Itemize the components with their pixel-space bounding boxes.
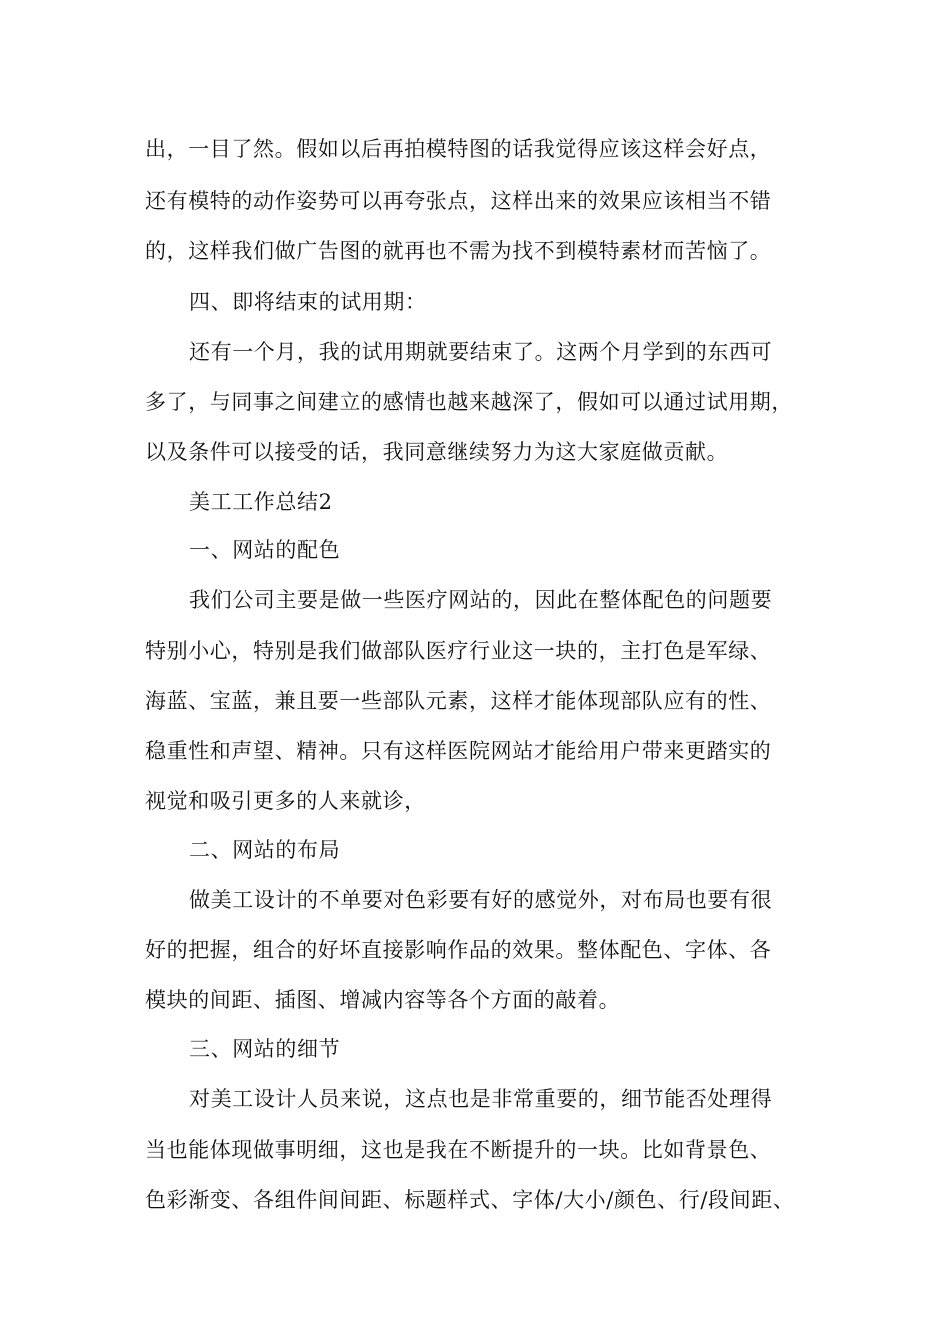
paragraph-line: 我们公司主要是做一些医疗网站的，因此在整体配色的问题要: [189, 588, 773, 612]
paragraph-line: 多了，与同事之间建立的感情也越来越深了，假如可以通过试用期，: [145, 390, 793, 414]
paragraph-line: 视觉和吸引更多的人来就诊，: [145, 789, 426, 813]
paragraph-line: 稳重性和声望、精神。只有这样医院网站才能给用户带来更踏实的: [145, 739, 772, 763]
document-subtitle: 美工工作总结2: [189, 490, 333, 514]
paragraph-line: 当也能体现做事明细，这也是我在不断提升的一块。比如背景色、: [145, 1138, 772, 1162]
paragraph-line: 出，一目了然。假如以后再拍模特图的话我觉得应该这样会好点，: [145, 137, 772, 161]
section-heading: 二、网站的布局: [189, 838, 341, 862]
section-heading: 四、即将结束的试用期：: [189, 290, 427, 314]
paragraph-line: 好的把握，组合的好坏直接影响作品的效果。整体配色、字体、各: [145, 938, 772, 962]
paragraph-line: 对美工设计人员来说，这点也是非常重要的，细节能否处理得: [189, 1087, 773, 1111]
paragraph-line: 特别小心，特别是我们做部队医疗行业这一块的，主打色是军绿、: [145, 639, 772, 663]
section-heading: 一、网站的配色: [189, 538, 341, 562]
paragraph-line: 色彩渐变、各组件间间距、标题样式、字体/大小/颜色、行/段间距、: [145, 1188, 795, 1212]
paragraph-line: 的，这样我们做广告图的就再也不需为找不到模特素材而苦恼了。: [145, 239, 772, 263]
paragraph-line: 还有一个月，我的试用期就要结束了。这两个月学到的东西可: [189, 340, 773, 364]
paragraph-line: 模块的间距、插图、增减内容等各个方面的敲着。: [145, 988, 621, 1012]
paragraph-line: 还有模特的动作姿势可以再夸张点，这样出来的效果应该相当不错: [145, 189, 772, 213]
paragraph-line: 做美工设计的不单要对色彩要有好的感觉外，对布局也要有很: [189, 888, 773, 912]
paragraph-line: 海蓝、宝蓝，兼且要一些部队元素，这样才能体现部队应有的性、: [145, 689, 772, 713]
paragraph-line: 以及条件可以接受的话，我同意继续努力为这大家庭做贡献。: [145, 440, 729, 464]
section-heading: 三、网站的细节: [189, 1037, 341, 1061]
